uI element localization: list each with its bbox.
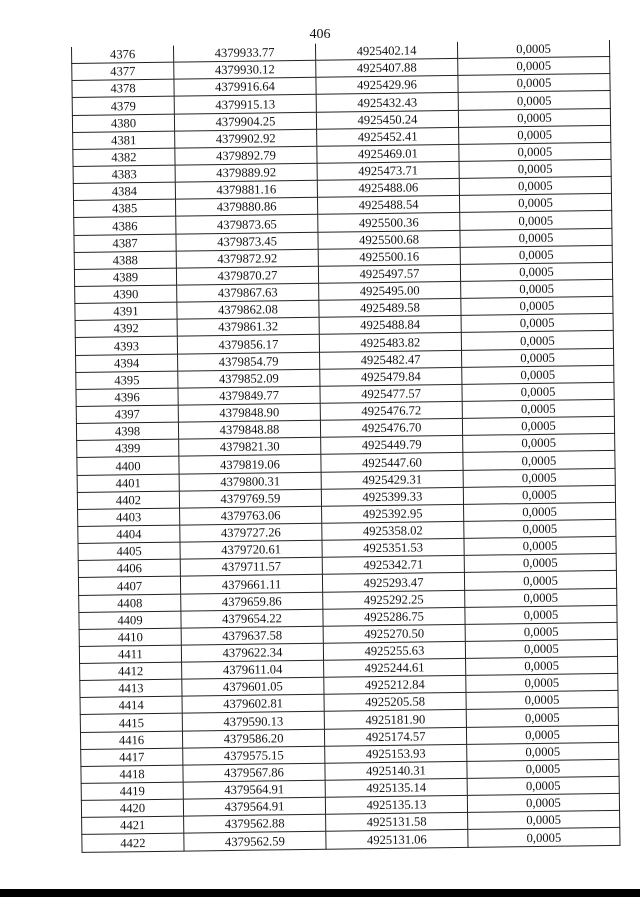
value-cell: 0,0005 (463, 434, 615, 453)
point-number-cell: 4388 (74, 251, 176, 269)
x-coordinate-cell: 4379854.79 (178, 352, 320, 371)
value-cell: 0,0005 (459, 177, 611, 196)
x-coordinate-cell: 4379867.63 (177, 283, 319, 302)
x-coordinate-cell: 4379800.31 (179, 472, 321, 491)
point-number-cell: 4395 (76, 371, 178, 389)
value-cell: 0,0005 (465, 605, 617, 624)
point-number-cell: 4413 (80, 679, 182, 697)
y-coordinate-cell: 4925293.47 (322, 573, 464, 592)
value-cell: 0,0005 (458, 91, 610, 110)
point-number-cell: 4394 (76, 354, 178, 372)
value-cell: 0,0005 (461, 331, 613, 350)
x-coordinate-cell: 4379870.27 (176, 266, 318, 285)
y-coordinate-cell: 4925476.70 (320, 419, 462, 438)
point-number-cell: 4415 (80, 714, 182, 732)
y-coordinate-cell: 4925447.60 (321, 453, 463, 472)
point-number-cell: 4418 (81, 765, 183, 783)
point-number-cell: 4403 (78, 508, 180, 526)
x-coordinate-cell: 4379861.32 (177, 318, 319, 337)
value-cell: 0,0005 (460, 228, 612, 247)
y-coordinate-cell: 4925479.84 (320, 367, 462, 386)
y-coordinate-cell: 4925351.53 (322, 538, 464, 557)
value-cell: 0,0005 (460, 245, 612, 264)
value-cell: 0,0005 (463, 451, 615, 470)
scan-bottom-edge (0, 889, 640, 897)
point-number-cell: 4390 (75, 285, 177, 303)
point-number-cell: 4399 (77, 439, 179, 457)
y-coordinate-cell: 4925429.96 (316, 76, 458, 95)
point-number-cell: 4398 (76, 422, 178, 440)
x-coordinate-cell: 4379564.91 (183, 780, 325, 799)
value-cell: 0,0005 (465, 639, 617, 658)
x-coordinate-cell: 4379872.92 (176, 249, 318, 268)
y-coordinate-cell: 4925477.57 (320, 384, 462, 403)
point-number-cell: 4400 (77, 456, 179, 474)
y-coordinate-cell: 4925500.36 (318, 213, 460, 232)
point-number-cell: 4377 (72, 62, 174, 80)
value-cell: 0,0005 (461, 297, 613, 316)
x-coordinate-cell: 4379902.92 (175, 129, 317, 148)
value-cell: 0,0005 (466, 725, 618, 744)
point-number-cell: 4392 (75, 319, 177, 337)
y-coordinate-cell: 4925500.16 (318, 247, 460, 266)
value-cell: 0,0005 (462, 399, 614, 418)
y-coordinate-cell: 4925429.31 (321, 470, 463, 489)
point-number-cell: 4409 (79, 611, 181, 629)
value-cell: 0,0005 (459, 142, 611, 161)
value-cell: 0,0005 (461, 279, 613, 298)
point-number-cell: 4383 (73, 165, 175, 183)
value-cell: 0,0005 (465, 588, 617, 607)
x-coordinate-cell: 4379727.26 (180, 523, 322, 542)
x-coordinate-cell: 4379575.15 (183, 746, 325, 765)
value-cell: 0,0005 (467, 759, 619, 778)
value-cell: 0,0005 (464, 519, 616, 538)
value-cell: 0,0005 (466, 691, 618, 710)
value-cell: 0,0005 (467, 742, 619, 761)
point-number-cell: 4381 (73, 131, 175, 149)
point-number-cell: 4401 (77, 474, 179, 492)
x-coordinate-cell: 4379852.09 (178, 369, 320, 388)
x-coordinate-cell: 4379661.11 (180, 575, 322, 594)
x-coordinate-cell: 4379880.86 (176, 198, 318, 217)
x-coordinate-cell: 4379720.61 (180, 540, 322, 559)
point-number-cell: 4405 (78, 542, 180, 560)
point-number-cell: 4406 (78, 559, 180, 577)
point-number-cell: 4411 (79, 645, 181, 663)
value-cell: 0,0005 (458, 108, 610, 127)
x-coordinate-cell: 4379711.57 (180, 557, 322, 576)
value-cell: 0,0005 (464, 571, 616, 590)
value-cell: 0,0005 (462, 417, 614, 436)
value-cell: 0,0005 (457, 40, 609, 59)
y-coordinate-cell: 4925392.95 (322, 504, 464, 523)
point-number-cell: 4382 (73, 148, 175, 166)
value-cell: 0,0005 (465, 622, 617, 641)
value-cell: 0,0005 (459, 159, 611, 178)
y-coordinate-cell: 4925181.90 (324, 710, 466, 729)
x-coordinate-cell: 4379564.91 (183, 797, 325, 816)
y-coordinate-cell: 4925476.72 (320, 401, 462, 420)
point-number-cell: 4414 (80, 696, 182, 714)
x-coordinate-cell: 4379862.08 (177, 300, 319, 319)
y-coordinate-cell: 4925342.71 (322, 556, 464, 575)
y-coordinate-cell: 4925286.75 (323, 607, 465, 626)
x-coordinate-cell: 4379933.77 (173, 44, 315, 62)
y-coordinate-cell: 4925488.06 (317, 179, 459, 198)
y-coordinate-cell: 4925205.58 (324, 693, 466, 712)
point-number-cell: 4420 (81, 799, 183, 817)
value-cell: 0,0005 (462, 382, 614, 401)
point-number-cell: 4397 (76, 405, 178, 423)
y-coordinate-cell: 4925500.68 (318, 230, 460, 249)
value-cell: 0,0005 (463, 468, 615, 487)
x-coordinate-cell: 4379848.90 (178, 403, 320, 422)
y-coordinate-cell: 4925174.57 (324, 727, 466, 746)
point-number-cell: 4384 (73, 182, 175, 200)
y-coordinate-cell: 4925488.54 (317, 196, 459, 215)
x-coordinate-cell: 4379763.06 (180, 506, 322, 525)
y-coordinate-cell: 4925244.61 (324, 658, 466, 677)
x-coordinate-cell: 4379769.59 (179, 489, 321, 508)
x-coordinate-cell: 4379873.45 (176, 232, 318, 251)
y-coordinate-cell: 4925489.58 (319, 299, 461, 318)
y-coordinate-cell: 4925488.84 (319, 316, 461, 335)
x-coordinate-cell: 4379654.22 (181, 609, 323, 628)
value-cell: 0,0005 (468, 811, 620, 830)
value-cell: 0,0005 (459, 194, 611, 213)
value-cell: 0,0005 (460, 262, 612, 281)
y-coordinate-cell: 4925399.33 (321, 487, 463, 506)
point-number-cell: 4378 (72, 79, 174, 97)
y-coordinate-cell: 4925407.88 (316, 59, 458, 78)
point-number-cell: 4422 (82, 834, 184, 852)
point-number-cell: 4396 (76, 388, 178, 406)
value-cell: 0,0005 (461, 314, 613, 333)
y-coordinate-cell: 4925131.06 (326, 830, 468, 849)
y-coordinate-cell: 4925497.57 (318, 264, 460, 283)
value-cell: 0,0005 (458, 74, 610, 93)
value-cell: 0,0005 (464, 536, 616, 555)
x-coordinate-cell: 4379873.65 (176, 215, 318, 234)
point-number-cell: 4387 (74, 234, 176, 252)
point-number-cell: 4376 (71, 46, 173, 64)
point-number-cell: 4385 (74, 199, 176, 217)
y-coordinate-cell: 4925140.31 (325, 761, 467, 780)
y-coordinate-cell: 4925135.13 (325, 796, 467, 815)
x-coordinate-cell: 4379821.30 (179, 438, 321, 457)
x-coordinate-cell: 4379637.58 (181, 626, 323, 645)
x-coordinate-cell: 4379881.16 (175, 180, 317, 199)
point-number-cell: 4389 (74, 268, 176, 286)
y-coordinate-cell: 4925469.01 (317, 144, 459, 163)
value-cell: 0,0005 (464, 554, 616, 573)
point-number-cell: 4407 (78, 576, 180, 594)
x-coordinate-cell: 4379590.13 (182, 712, 324, 731)
y-coordinate-cell: 4925292.25 (323, 590, 465, 609)
value-cell: 0,0005 (466, 708, 618, 727)
x-coordinate-cell: 4379849.77 (178, 386, 320, 405)
x-coordinate-cell: 4379562.88 (184, 815, 326, 834)
coordinates-table (71, 40, 620, 853)
y-coordinate-cell: 4925212.84 (324, 676, 466, 695)
y-coordinate-cell: 4925483.82 (319, 333, 461, 352)
value-cell: 0,0005 (466, 656, 618, 675)
x-coordinate-cell: 4379586.20 (182, 729, 324, 748)
x-coordinate-cell: 4379622.34 (181, 643, 323, 662)
y-coordinate-cell: 4925452.41 (317, 127, 459, 146)
x-coordinate-cell: 4379611.04 (182, 660, 324, 679)
y-coordinate-cell: 4925131.58 (326, 813, 468, 832)
x-coordinate-cell: 4379601.05 (182, 677, 324, 696)
y-coordinate-cell: 4925358.02 (322, 521, 464, 540)
value-cell: 0,0005 (467, 776, 619, 795)
y-coordinate-cell: 4925432.43 (316, 93, 458, 112)
point-number-cell: 4416 (80, 731, 182, 749)
x-coordinate-cell: 4379602.81 (182, 695, 324, 714)
value-cell: 0,0005 (462, 365, 614, 384)
point-number-cell: 4404 (78, 525, 180, 543)
x-coordinate-cell: 4379567.86 (183, 763, 325, 782)
value-cell: 0,0005 (464, 502, 616, 521)
y-coordinate-cell: 4925482.47 (320, 350, 462, 369)
point-number-cell: 4391 (75, 302, 177, 320)
point-number-cell: 4417 (81, 748, 183, 766)
table-body (71, 40, 619, 852)
point-number-cell: 4412 (80, 662, 182, 680)
y-coordinate-cell: 4925153.93 (325, 744, 467, 763)
y-coordinate-cell: 4925473.71 (317, 161, 459, 180)
y-coordinate-cell: 4925495.00 (319, 281, 461, 300)
point-number-cell: 4393 (75, 337, 177, 355)
y-coordinate-cell: 4925135.14 (325, 778, 467, 797)
page-number: 406 (309, 27, 331, 42)
x-coordinate-cell: 4379916.64 (174, 78, 316, 97)
value-cell: 0,0005 (460, 211, 612, 230)
point-number-cell: 4410 (79, 628, 181, 646)
point-number-cell: 4386 (74, 217, 176, 235)
x-coordinate-cell: 4379930.12 (174, 60, 316, 79)
value-cell: 0,0005 (468, 828, 620, 847)
point-number-cell: 4402 (77, 491, 179, 509)
point-number-cell: 4408 (79, 594, 181, 612)
value-cell: 0,0005 (467, 794, 619, 813)
x-coordinate-cell: 4379562.59 (184, 832, 326, 851)
x-coordinate-cell: 4379819.06 (179, 455, 321, 474)
y-coordinate-cell: 4925449.79 (321, 436, 463, 455)
value-cell: 0,0005 (466, 674, 618, 693)
y-coordinate-cell: 4925270.50 (323, 624, 465, 643)
x-coordinate-cell: 4379848.88 (178, 420, 320, 439)
value-cell: 0,0005 (458, 57, 610, 76)
point-number-cell: 4379 (72, 97, 174, 115)
y-coordinate-cell: 4925450.24 (316, 110, 458, 129)
point-number-cell: 4380 (72, 114, 174, 132)
value-cell: 0,0005 (463, 485, 615, 504)
x-coordinate-cell: 4379889.92 (175, 163, 317, 182)
value-cell: 0,0005 (459, 125, 611, 144)
x-coordinate-cell: 4379915.13 (174, 95, 316, 114)
x-coordinate-cell: 4379659.86 (181, 592, 323, 611)
point-number-cell: 4419 (81, 782, 183, 800)
point-number-cell: 4421 (82, 816, 184, 834)
y-coordinate-cell: 4925255.63 (323, 641, 465, 660)
x-coordinate-cell: 4379856.17 (177, 335, 319, 354)
y-coordinate-cell: 4925402.14 (315, 42, 457, 60)
x-coordinate-cell: 4379904.25 (174, 112, 316, 131)
x-coordinate-cell: 4379892.79 (175, 146, 317, 165)
value-cell: 0,0005 (461, 348, 613, 367)
